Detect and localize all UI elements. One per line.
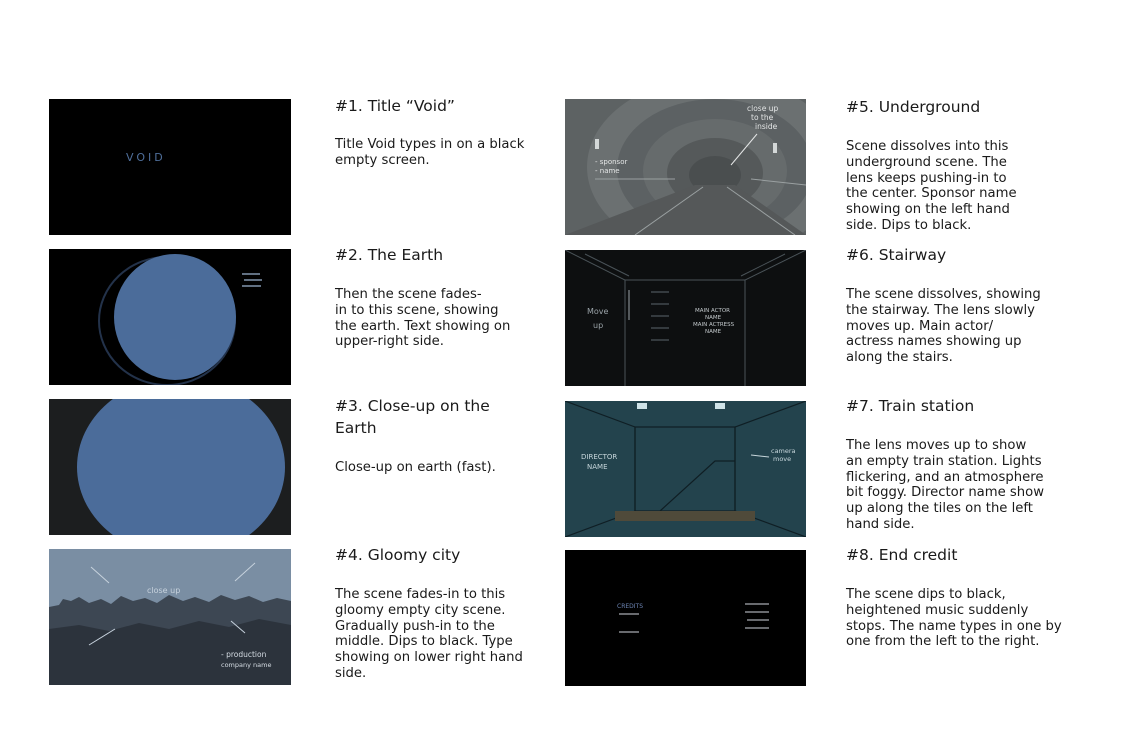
storyboard-frame-6 — [565, 250, 806, 386]
storyboard-frame-5 — [565, 99, 806, 235]
storyboard-frame-7 — [565, 401, 806, 537]
sponsor-name-note: - name — [595, 167, 620, 175]
scene-7-description: The lens moves up to show an empty train station. Lights flickering, and an atmosphere bit foggy. Director name show up along the tiles on the left hand side. — [846, 438, 1044, 532]
storyboard-frame-4 — [49, 549, 291, 685]
main-actress-name-note: NAME — [705, 329, 722, 335]
scene-3-title: #3. Close-up on the Earth — [335, 397, 490, 437]
scene-4-description: The scene fades-in to this gloomy empty city scene. Gradually push-in to the middle. Dips to black. Type showing on lower right hand side. — [335, 587, 523, 681]
credits-note: CREDITS — [617, 603, 644, 610]
scene-3-description: Close-up on earth (fast). — [335, 460, 496, 475]
scene-5-description: Scene dissolves into this underground scene. The lens keeps pushing-in to the center. Sponsor name showing on the left hand side. Dips to black. — [846, 139, 1017, 233]
scene-7-title: #7. Train station — [846, 397, 975, 415]
move-note: Move — [587, 307, 609, 316]
storyboard-frame-1 — [49, 99, 291, 235]
storyboard-frame-3 — [49, 399, 291, 535]
scene-6-description: The scene dissolves, showing the stairway. The lens slowly moves up. Main actor/ actress names showing up along the stairs. — [846, 287, 1041, 366]
scene-1-title: #1. Title “Void” — [335, 97, 455, 115]
company-name-note: company name — [221, 661, 272, 669]
director-name-note: NAME — [587, 463, 608, 471]
sponsor-note: - sponsor — [595, 158, 628, 166]
main-actor-name-note: NAME — [705, 315, 722, 321]
camera-move-note: move — [773, 455, 792, 463]
scene-5-title: #5. Underground — [846, 98, 981, 116]
scene-6-title: #6. Stairway — [846, 246, 947, 264]
scene-2-description: Then the scene fades- in to this scene, showing the earth. Text showing on upper-right side. — [335, 287, 511, 350]
scene-1-description: Title Void types in on a black empty screen. — [335, 137, 525, 168]
main-actor-note: MAIN ACTOR — [695, 308, 731, 314]
main-actress-note: MAIN ACTRESS — [693, 322, 735, 328]
scene-4-title: #4. Gloomy city — [335, 546, 461, 564]
storyboard-frame-8 — [565, 550, 806, 686]
storyboard-frame-2 — [49, 249, 291, 385]
close-up-note: close up — [147, 586, 181, 595]
director-note: DIRECTOR — [581, 453, 618, 461]
close-up-inside-note-1: close up — [747, 104, 779, 113]
scene-8-description: The scene dips to black, heightened music suddenly stops. The name types in one by one from the left to the right. — [846, 587, 1062, 650]
scene-8-title: #8. End credit — [846, 546, 958, 564]
up-note: up — [593, 321, 604, 330]
void-sketch-text: VOID — [126, 151, 166, 164]
close-up-inside-note-2: to the — [751, 113, 774, 122]
camera-note: camera — [771, 447, 796, 455]
production-note: - production — [221, 650, 267, 659]
close-up-inside-note-3: inside — [755, 122, 778, 131]
scene-2-title: #2. The Earth — [335, 246, 444, 264]
